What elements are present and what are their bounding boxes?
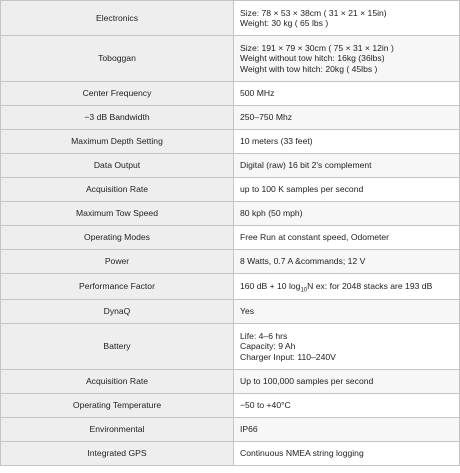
- spec-value: [234, 370, 460, 394]
- spec-label: DynaQ: [1, 300, 234, 324]
- spec-value-line: 8 Watts, 0.7 A &commands; 12 V: [240, 256, 366, 267]
- table-row: [1, 300, 460, 324]
- spec-label: Toboggan: [1, 36, 234, 82]
- spec-value-line: Charger Input: 110–240V: [240, 351, 336, 362]
- specifications-table-body: [1, 1, 460, 466]
- spec-label: Acquisition Rate: [1, 178, 234, 202]
- spec-value-line: −50 to +40°C: [240, 400, 291, 411]
- spec-value-line: Up to 100,000 samples per second: [240, 376, 374, 387]
- spec-label: Electronics: [1, 1, 234, 36]
- spec-value: [234, 1, 460, 36]
- table-row: [1, 130, 460, 154]
- table-row: [1, 82, 460, 106]
- spec-value: [234, 418, 460, 442]
- spec-label: −3 dB Bandwidth: [1, 106, 234, 130]
- spec-label: Battery: [1, 324, 234, 370]
- spec-value: [234, 324, 460, 370]
- table-row: [1, 106, 460, 130]
- spec-value-line: 250–750 Mhz: [240, 112, 293, 123]
- spec-value-line: Life: 4–6 hrs: [240, 330, 288, 341]
- spec-value: [234, 226, 460, 250]
- table-row: [1, 178, 460, 202]
- spec-value-line: Capacity: 9 Ah: [240, 341, 296, 352]
- formula-prefix: 160 dB + 10 log: [240, 281, 301, 292]
- table-row: [1, 250, 460, 274]
- spec-value-line: Yes: [240, 306, 255, 317]
- spec-value: [234, 442, 460, 466]
- spec-label: Data Output: [1, 154, 234, 178]
- spec-label: Maximum Depth Setting: [1, 130, 234, 154]
- spec-label: Environmental: [1, 418, 234, 442]
- spec-value-line: Continuous NMEA string logging: [240, 448, 364, 459]
- spec-value-line: IP66: [240, 424, 258, 435]
- spec-value-line: 10 meters (33 feet): [240, 136, 313, 147]
- formula-suffix: N ex: for 2048 stacks are 193 dB: [307, 281, 433, 292]
- spec-value-line: 80 kph (50 mph): [240, 208, 303, 219]
- spec-value: [234, 274, 460, 300]
- spec-value: [234, 82, 460, 106]
- spec-label: Performance Factor: [1, 274, 234, 300]
- table-row: [1, 202, 460, 226]
- spec-value-line: up to 100 K samples per second: [240, 184, 364, 195]
- table-row: [1, 394, 460, 418]
- spec-value-line: Free Run at constant speed, Odometer: [240, 232, 390, 243]
- table-row: [1, 442, 460, 466]
- spec-value-line: 500 MHz: [240, 88, 275, 99]
- spec-value: [234, 178, 460, 202]
- spec-value-line: Digital (raw) 16 bit 2's complement: [240, 160, 372, 171]
- spec-value: [234, 250, 460, 274]
- spec-value-line: Weight with tow hitch: 20kg ( 45lbs ): [240, 63, 378, 74]
- spec-label: Integrated GPS: [1, 442, 234, 466]
- table-row: [1, 370, 460, 394]
- spec-value: [234, 394, 460, 418]
- table-row: [1, 418, 460, 442]
- spec-label: Operating Temperature: [1, 394, 234, 418]
- table-row: [1, 36, 460, 82]
- table-row: [1, 324, 460, 370]
- table-row: [1, 274, 460, 300]
- spec-value: [234, 300, 460, 324]
- spec-value: [234, 130, 460, 154]
- table-row: [1, 1, 460, 36]
- spec-value: [234, 106, 460, 130]
- formula-subscript: 10: [300, 287, 308, 294]
- spec-label: Maximum Tow Speed: [1, 202, 234, 226]
- spec-label: Center Frequency: [1, 82, 234, 106]
- spec-label: Operating Modes: [1, 226, 234, 250]
- spec-value: [234, 202, 460, 226]
- table-row: [1, 226, 460, 250]
- spec-label: Power: [1, 250, 234, 274]
- spec-value-line: Size: 191 × 79 × 30cm ( 75 × 31 × 12in ): [240, 42, 394, 53]
- performance-formula: [240, 281, 459, 292]
- spec-value-line: Size: 78 × 53 × 38cm ( 31 × 21 × 15in): [240, 7, 387, 18]
- table-row: [1, 154, 460, 178]
- spec-value-line: Weight without tow hitch: 16kg (36lbs): [240, 53, 385, 64]
- spec-value-line: Weight: 30 kg ( 65 lbs ): [240, 18, 329, 28]
- spec-value: [234, 154, 460, 178]
- spec-label: Acquisition Rate: [1, 370, 234, 394]
- spec-value: [234, 36, 460, 82]
